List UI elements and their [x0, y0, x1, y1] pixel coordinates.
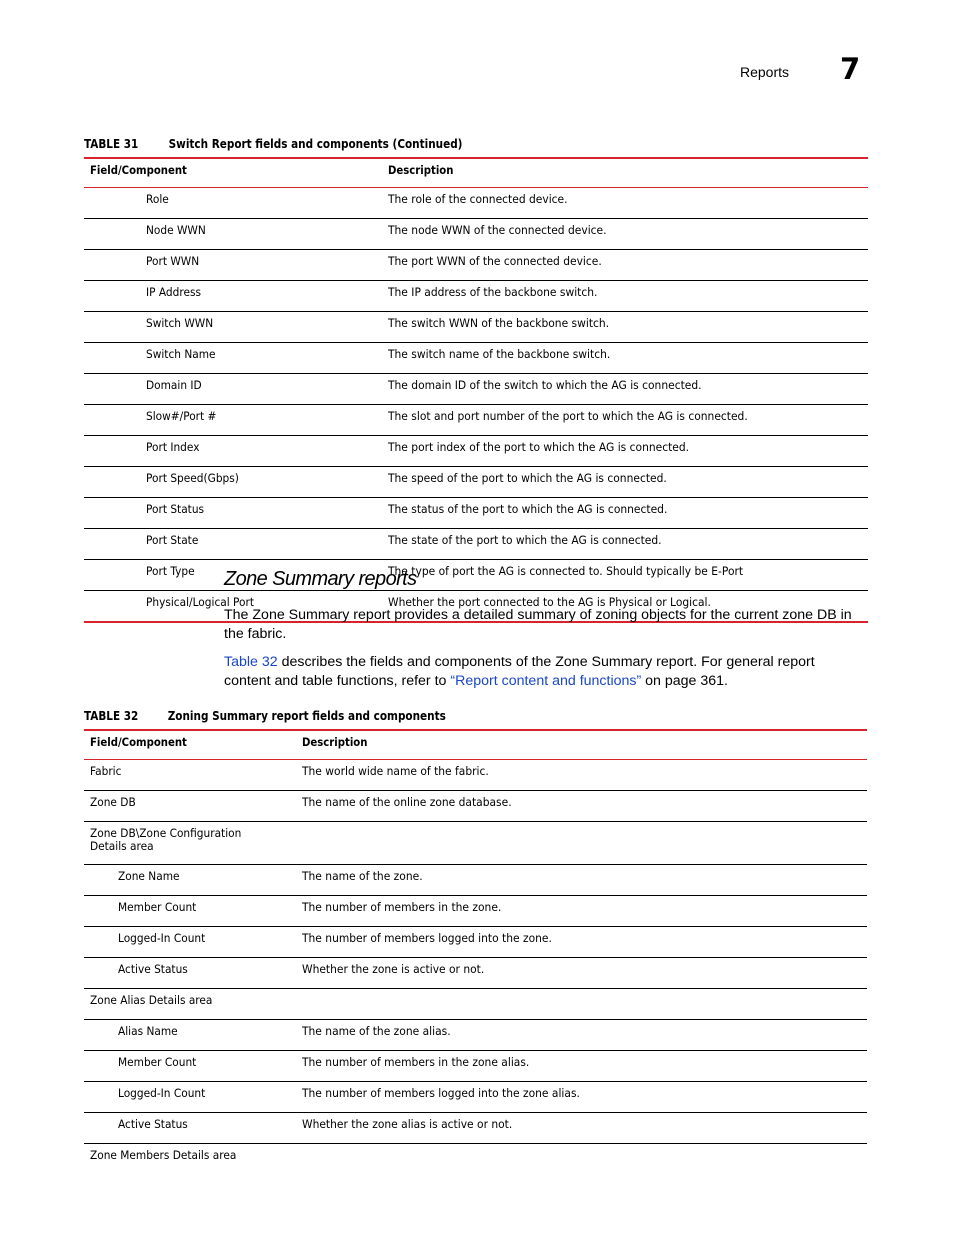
table-row: [84, 822, 867, 865]
field-name: Member Count: [118, 900, 197, 914]
field-name: Domain ID: [146, 378, 202, 392]
field-name: Logged-In Count: [118, 931, 206, 945]
column-header-field: Field/Component: [84, 730, 296, 760]
field-name: Switch WWN: [146, 316, 214, 330]
table-number: TABLE 31: [84, 136, 139, 151]
section-paragraph-1: The Zone Summary report provides a detailed summary of zoning objects for the current zone DB in the fabric.: [224, 607, 852, 642]
field-description: The node WWN of the connected device.: [388, 223, 607, 237]
table-row: [84, 989, 867, 1020]
field-description: The slot and port number of the port to which the AG is connected.: [388, 409, 748, 423]
field-description: The role of the connected device.: [388, 192, 568, 206]
column-header-description: Description: [382, 158, 868, 188]
field-description: The number of members in the zone.: [302, 900, 502, 914]
table-row: [84, 374, 868, 405]
section-heading: Zone Summary reports: [224, 568, 417, 590]
table-row: [84, 560, 868, 591]
table-row: [84, 250, 868, 281]
table-row: [84, 529, 868, 560]
table-row: [84, 865, 867, 896]
field-name: Zone Members Details area: [90, 1148, 237, 1162]
table-row: [84, 312, 868, 343]
table-row: [84, 1020, 867, 1051]
field-description: The name of the online zone database.: [302, 795, 512, 809]
table-row: [84, 498, 868, 529]
field-name: Port State: [146, 533, 199, 547]
field-description: Whether the zone is active or not.: [302, 962, 485, 976]
field-name: Active Status: [118, 1117, 188, 1131]
column-header-field: Field/Component: [84, 158, 382, 188]
table-row: [84, 1144, 867, 1175]
switch-report-table: [84, 157, 868, 623]
field-description: The status of the port to which the AG is connected.: [388, 502, 668, 516]
zoning-summary-table: [84, 729, 867, 1174]
table-row: [84, 188, 868, 219]
table-row: [84, 958, 867, 989]
section-paragraph-2: [224, 653, 864, 691]
field-description: The switch name of the backbone switch.: [388, 347, 611, 361]
field-description: Whether the port connected to the AG is Physical or Logical.: [388, 595, 711, 609]
field-name: Physical/Logical Port: [146, 595, 255, 609]
field-name: Role: [146, 192, 169, 206]
table-row: [84, 467, 868, 498]
field-name: Zone DB: [90, 795, 136, 809]
table-32-caption: [84, 708, 446, 723]
field-description: The state of the port to which the AG is connected.: [388, 533, 662, 547]
field-description: The type of port the AG is connected to. Should typically be E-Port: [388, 564, 744, 578]
field-name: Slow#/Port #: [146, 409, 217, 423]
table-row: [84, 927, 867, 958]
field-name: Member Count: [118, 1055, 197, 1069]
table-row: [84, 343, 868, 374]
field-description: The switch WWN of the backbone switch.: [388, 316, 610, 330]
field-description: The name of the zone.: [302, 869, 423, 883]
field-name: Zone Alias Details area: [90, 993, 213, 1007]
field-description: The world wide name of the fabric.: [302, 764, 489, 778]
field-name: Port WWN: [146, 254, 200, 268]
field-name: Port Status: [146, 502, 205, 516]
table-row: [84, 219, 868, 250]
running-header-section: Reports: [740, 64, 790, 80]
field-description: The number of members in the zone alias.: [302, 1055, 530, 1069]
table-31-caption: [84, 136, 463, 151]
table-row: [84, 281, 868, 312]
table-row: [84, 405, 868, 436]
table-title: Switch Report fields and components (Continued): [168, 136, 463, 151]
field-description: The port WWN of the connected device.: [388, 254, 602, 268]
field-description: Whether the zone alias is active or not.: [302, 1117, 513, 1131]
report-content-link[interactable]: “Report content and functions”: [450, 673, 642, 689]
field-name: Port Index: [146, 440, 200, 454]
table-row: [84, 1113, 867, 1144]
field-name: Logged-In Count: [118, 1086, 206, 1100]
table-number: TABLE 32: [84, 708, 139, 723]
field-name: Fabric: [90, 764, 122, 778]
field-name: Port Type: [146, 564, 195, 578]
paragraph-text-end: on page 361.: [641, 673, 728, 689]
field-description: The IP address of the backbone switch.: [388, 285, 598, 299]
chapter-number: 7: [840, 52, 861, 86]
field-description: The speed of the port to which the AG is connected.: [388, 471, 667, 485]
field-name: Zone DB\Zone Configuration: [90, 826, 242, 840]
table-title: Zoning Summary report fields and components: [167, 708, 446, 723]
table-row: [84, 1082, 867, 1113]
field-description: The number of members logged into the zone alias.: [302, 1086, 580, 1100]
field-description: The domain ID of the switch to which the AG is connected.: [388, 378, 702, 392]
field-name: Port Speed(Gbps): [146, 471, 239, 485]
field-name: Node WWN: [146, 223, 206, 237]
field-name: Active Status: [118, 962, 188, 976]
paragraph-text: describes the fields and components of the Zone Summary report. For general report content and table functions, refer to: [224, 654, 815, 689]
field-name: Alias Name: [118, 1024, 178, 1038]
field-name: Switch Name: [146, 347, 216, 361]
field-name: IP Address: [146, 285, 201, 299]
field-description: The port index of the port to which the AG is connected.: [388, 440, 690, 454]
field-description: The name of the zone alias.: [302, 1024, 451, 1038]
table-row: [84, 896, 867, 927]
table-row: [84, 436, 868, 467]
table-row: [84, 791, 867, 822]
column-header-description: Description: [296, 730, 867, 760]
table-row: [84, 760, 867, 791]
table-32-link[interactable]: Table 32: [224, 654, 278, 670]
table-row: [84, 1051, 867, 1082]
field-name: Zone Name: [118, 869, 180, 883]
field-description: The number of members logged into the zone.: [302, 931, 552, 945]
field-name: Details area: [90, 839, 154, 853]
